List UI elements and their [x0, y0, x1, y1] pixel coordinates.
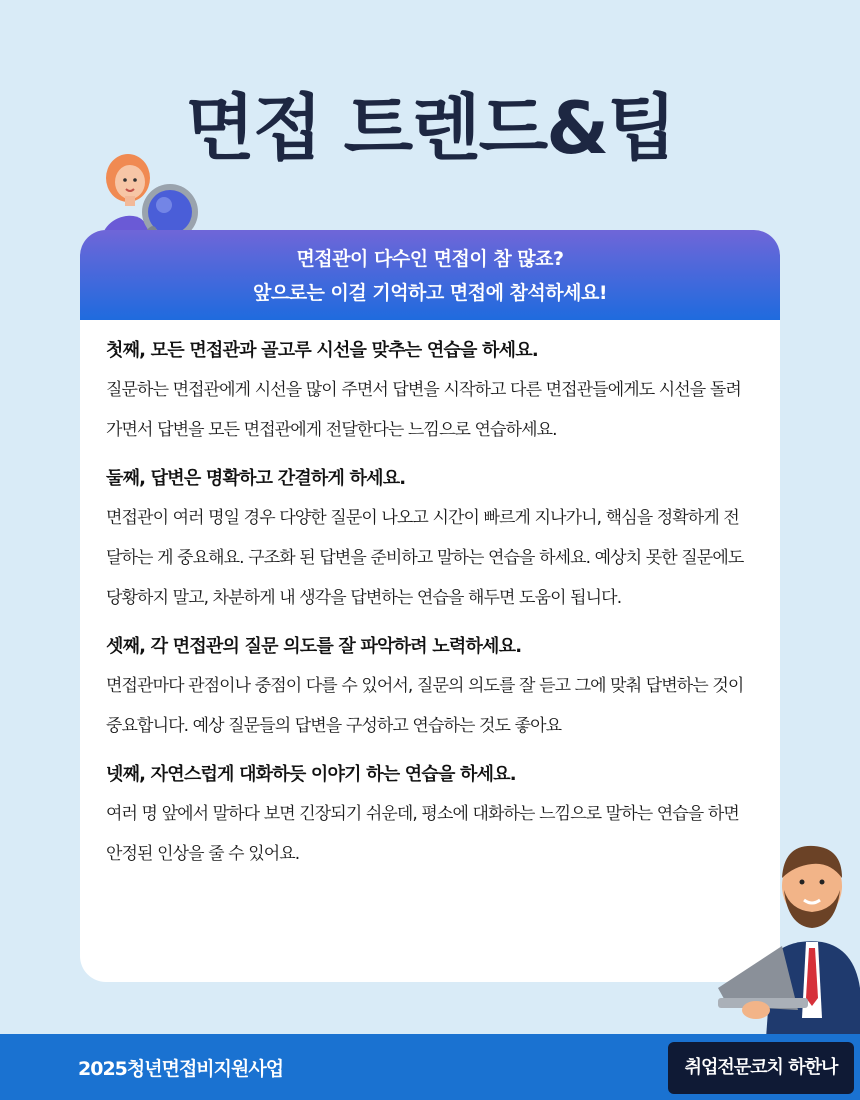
footer-program-label: 2025청년면접비지원사업 [78, 1058, 284, 1080]
tip-section-1 [106, 338, 754, 450]
card-header-line2: 앞으로는 이걸 기억하고 면접에 참석하세요! [253, 282, 607, 304]
tip-heading: 넷째, 자연스럽게 대화하듯 이야기 하는 연습을 하세요. [106, 764, 516, 785]
tip-body: 질문하는 면접관에게 시선을 많이 주면서 답변을 시작하고 다른 면접관들에게도 시선을 돌려가면서 답변을 모든 면접관에게 전달한다는 느낌으로 연습하세요. [106, 380, 741, 440]
tip-heading: 셋째, 각 면접관의 질문 의도를 잘 파악하려 노력하세요. [106, 636, 522, 657]
tip-section-3 [106, 634, 754, 746]
tip-body: 여러 명 앞에서 말하다 보면 긴장되기 쉬운데, 평소에 대화하는 느낌으로 말하는 연습을 하면 안정된 인상을 줄 수 있어요. [106, 804, 739, 864]
tip-body: 면접관마다 관점이나 중점이 다를 수 있어서, 질문의 의도를 잘 듣고 그에 맞춰 답변하는 것이 중요합니다. 예상 질문들의 답변을 구성하고 연습하는 것도 좋아요 [106, 676, 744, 736]
tip-heading: 첫째, 모든 면접관과 골고루 시선을 맞추는 연습을 하세요. [106, 340, 538, 361]
tip-section-4 [106, 762, 754, 874]
tip-heading: 둘째, 답변은 명확하고 간결하게 하세요. [106, 468, 406, 489]
coach-badge: 취업전문코치 하한나 [668, 1042, 854, 1094]
tip-body: 면접관이 여러 명일 경우 다양한 질문이 나오고 시간이 빠르게 지나가니, 핵심을 정확하게 전달하는 게 중요해요. 구조화 된 답변을 준비하고 말하는 연습을 하세요. 예상치 못한 질문에도 당황하지 말고, 차분하게 내 생각을 답변하는 연습을 해두면 도움이 됩니다. [106, 508, 744, 608]
card-body [80, 320, 780, 874]
card-header [80, 230, 780, 320]
card-header-line1: 면접관이 다수인 면접이 참 많죠? [296, 248, 564, 270]
tips-card [80, 230, 780, 982]
footer-bar [0, 1034, 860, 1100]
man-laptop-illustration [718, 838, 860, 1038]
page-title: 면접 트렌드&팁 [185, 86, 675, 170]
tip-section-2 [106, 466, 754, 618]
